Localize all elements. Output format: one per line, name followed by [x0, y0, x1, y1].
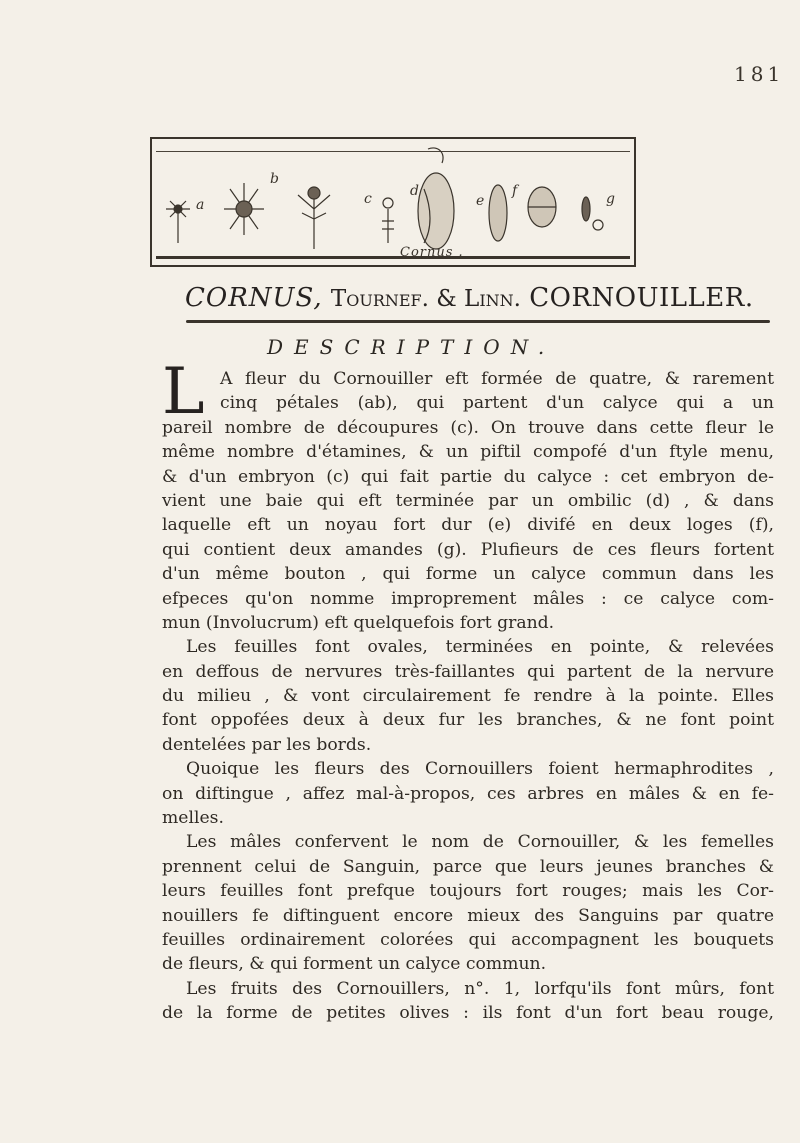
page-title [185, 283, 754, 313]
text-line: qui contient deux amandes (g). Plufieurs de ces fleurs fortent [162, 539, 774, 560]
figure-label-c: c [364, 191, 372, 207]
kernel-g-icon [582, 197, 603, 230]
text-line: de fleurs, & qui forment un calyce commun. [162, 954, 547, 975]
text-line: dentelées par les bords. [162, 734, 372, 755]
text-line: nouillers fe diftinguent encore mieux des Sanguins par quatre [162, 905, 774, 926]
section-heading: DESCRIPTION. [267, 335, 556, 359]
paragraph [162, 977, 774, 1026]
berry-d-icon [418, 148, 454, 249]
text-line: même nombre d'étamines, & un piftil compofé d'un ftyle menu, [162, 442, 774, 463]
paragraph [162, 830, 774, 976]
figure-label-d: d [410, 183, 419, 199]
page-number: 181 [734, 62, 785, 86]
text-line: efpeces qu'on nomme improprement mâles : ce calyce com- [162, 588, 774, 609]
flower-calyx-icon [298, 187, 330, 249]
figure-label-f: f [512, 183, 518, 199]
embryon-c-icon [382, 198, 394, 243]
text-line: Les mâles confervent le nom de Cornouiller, & les femelles [186, 832, 774, 853]
flower-b-icon [224, 183, 264, 235]
text-line: de la forme de petites olives : ils font d'un fort beau rouge, [162, 1003, 774, 1024]
text-line: vient une baie qui eft terminée par un ombilic (d) , & dans [162, 490, 774, 511]
paragraph [162, 757, 774, 830]
text-line: melles. [162, 808, 224, 829]
paragraph [162, 355, 774, 635]
text-line: prennent celui de Sanguin, parce que leurs jeunes branches & [162, 856, 774, 877]
text-line: laquelle eft un noyau fort dur (e) divifé en deux loges (f), [162, 515, 774, 536]
text-line: A fleur du Cornouiller eft formée de quatre, & rarement [220, 369, 774, 389]
figure-label-e: e [476, 193, 485, 209]
text-line: Les fruits des Cornouillers, n°. 1, lorfqu'ils font mûrs, font [186, 978, 774, 999]
text-line: leurs feuilles font prefque toujours fort rouges; mais les Cor- [162, 881, 774, 902]
text-line: Les feuilles font ovales, terminées en pointe, & relevées [186, 637, 774, 658]
body-text [162, 355, 774, 1026]
figure-label-b: b [270, 171, 279, 187]
text-line: pareil nombre de découpures (c). On trouve dans cette fleur le [162, 417, 774, 438]
plate-caption: Cornus . [400, 245, 464, 260]
text-line: Quoique les fleurs des Cornouillers foient hermaphrodites , [186, 759, 774, 780]
text-line: mun (Involucrum) eft quelquefois fort grand. [162, 612, 555, 633]
text-line: d'un même bouton , qui forme un calyce commun dans les [162, 564, 774, 585]
text-line: du milieu , & vont circulairement fe rendre à la pointe. Elles [162, 686, 774, 707]
botanical-plate [150, 137, 636, 267]
text-line: & d'un embryon (c) qui fait partie du calyce : cet embryon de- [162, 466, 774, 487]
plate-engraving [152, 139, 638, 269]
figure-label-a: a [196, 197, 205, 213]
paragraph [162, 635, 774, 757]
french-name: CORNOUILLER. [529, 283, 754, 313]
authors: Tournef. & Linn. [330, 286, 521, 312]
text-line: en deffous de nervures très-faillantes qui partent de la nervure [162, 661, 774, 682]
title-rule [186, 320, 770, 323]
figure-label-g: g [606, 191, 615, 207]
flower-a-icon [166, 201, 190, 243]
text-line: feuilles ordinairement colorées qui accompagnent les bouquets [162, 929, 774, 950]
drop-cap: L [162, 355, 205, 429]
genus-name: CORNUS, [185, 283, 323, 313]
text-line: font oppofées deux à deux fur les branches, & ne font point [162, 710, 774, 731]
seed-f-icon [528, 187, 556, 227]
text-line: cinq pétales (ab), qui partent d'un calyce qui a un [220, 393, 774, 414]
stone-e-icon [489, 185, 507, 241]
text-line: on diftingue , affez mal-à-propos, ces arbres en mâles & en fe- [162, 783, 774, 804]
